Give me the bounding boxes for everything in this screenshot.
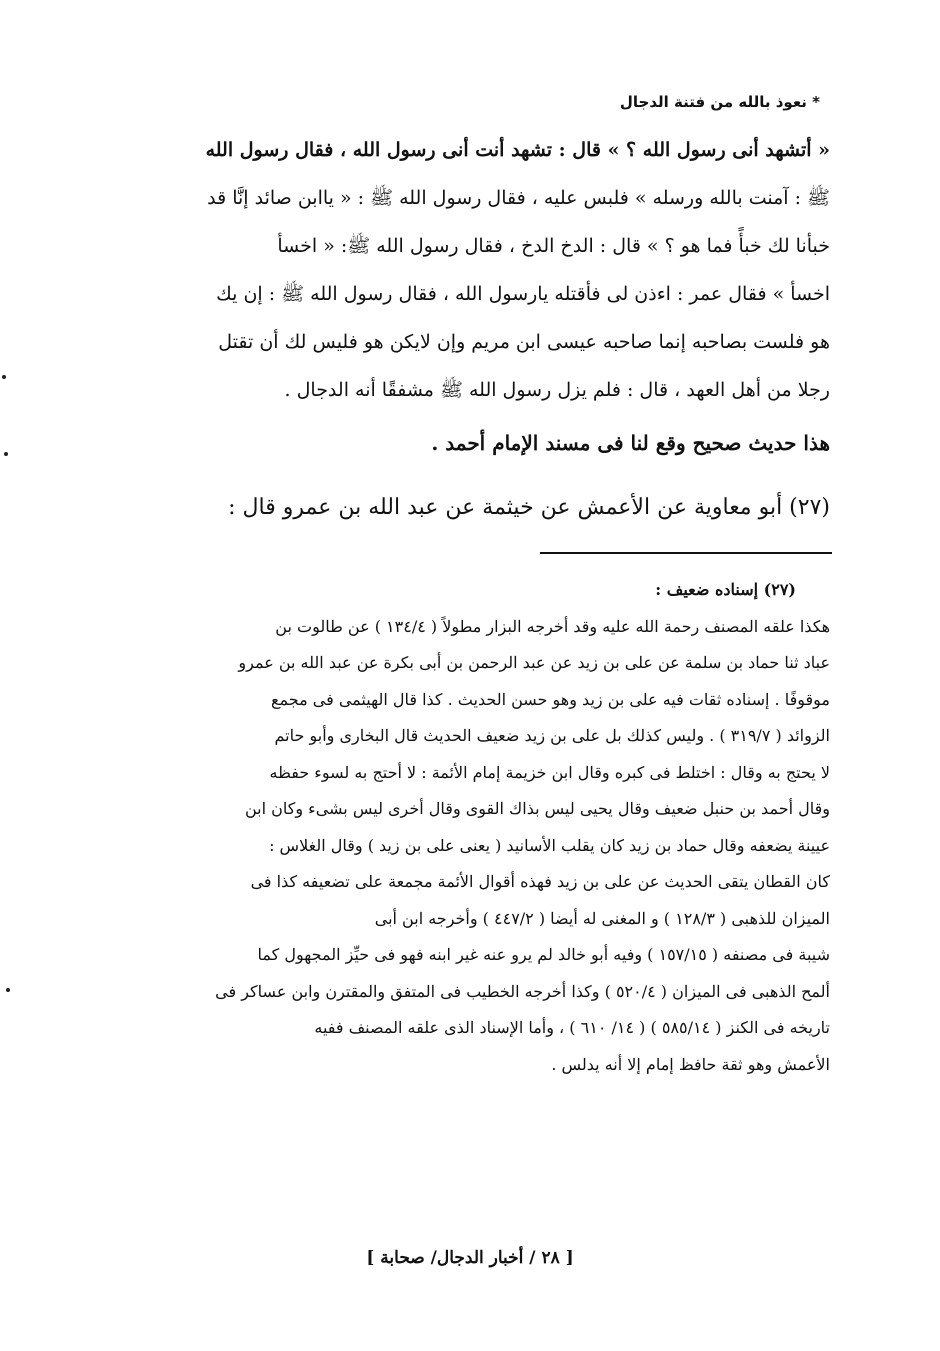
scan-speck — [2, 375, 6, 379]
running-header: * نعوذ بالله من فتنة الدجال — [619, 93, 820, 111]
hadith-text — [108, 126, 830, 414]
authenticity-statement: هذا حديث صحيح وقع لنا فى مسند الإمام أحمد . — [431, 431, 830, 455]
hadith-line: هو فلست بصاحبه إنما صاحبه عيسى ابن مريم وإن لايكن هو فليس لك أن تقتل — [218, 331, 830, 353]
footnote-line: كان القطان يتقى الحديث عن على بن زيد فهذه أقوال الأئمة مجمعة على تضعيفه كذا فى — [250, 872, 830, 891]
footnote-line: موقوفًا . إسناده ثقات فيه على بن زيد وهو حسن الحديث . كذا قال الهيثمى فى مجمع — [271, 689, 830, 709]
next-hadith-heading: (٢٧) أبو معاوية عن الأعمش عن خيثمة عن عبد الله بن عمرو قال : — [228, 495, 830, 520]
footnotes — [108, 572, 830, 1083]
footnote-line: تاريخه فى الكنز ( ٥٨٥/١٤ ) ( ١٤/ ٦١٠ ) ، وأما الإسناد الذى علقه المصنف ففيه — [314, 1018, 830, 1037]
scan-speck — [6, 988, 10, 992]
footnote-line: لا يحتج به وقال : اختلط فى كبره وقال ابن خزيمة إمام الأئمة : لا أحتج به لسوء حفظه — [269, 762, 830, 782]
footnote-line: ألمح الذهبى فى الميزان ( ٥٢٠/٤ ) وكذا أخرجه الخطيب فى المتفق والمقترن وابن عساكر فى — [215, 981, 830, 1001]
footnote-line: شيبة فى مصنفه ( ١٥٧/١٥ ) وفيه أبو خالد لم يرو عنه غير ابنه فهو فى حيِّز المجهول كما — [257, 945, 830, 964]
footnote-line: الأعمش وهو ثقة حافظ إمام إلا أنه يدلس . — [551, 1054, 830, 1074]
footnote-line: هكذا علقه المصنف رحمة الله عليه وقد أخرجه البزار مطولاً ( ١٣٤/٤ ) عن طالوت بن — [275, 616, 830, 636]
footnote-divider — [540, 552, 832, 554]
scan-speck — [4, 452, 8, 456]
footnote-line: وقال أحمد بن حنبل ضعيف وقال يحيى ليس بذاك القوى وقال أخرى ليس بشىء وكان ابن — [244, 799, 830, 818]
page-footer: [ ٢٨ / أخبار الدجال/ صحابة ] — [366, 1248, 574, 1268]
hadith-line: اخسأ » فقال عمر : اءذن لى فأقتله يارسول الله ، فقال رسول الله ﷺ : إن يك — [216, 283, 830, 305]
footnote-line: عيينة يضعفه وقال حماد بن زيد كان يقلب الأسانيد ( يعنى على بن زيد ) وقال الغلاس : — [269, 835, 830, 855]
footnote-line: عباد ثنا حماد بن سلمة عن على بن زيد عن عبد الرحمن بن أبى بكرة عن عبد الله بن عمرو — [238, 653, 830, 672]
hadith-line: خبأنا لك خبأً فما هو ؟ » قال : الدخ الدخ ، فقال رسول الله ﷺ: « اخسأ — [277, 235, 830, 257]
hadith-line: رجلا من أهل العهد ، قال : فلم يزل رسول الله ﷺ مشفقًا أنه الدجال . — [284, 379, 830, 401]
footnote-line: الزوائد ( ٣١٩/٧ ) . وليس كذلك بل على بن زيد ضعيف الحديث قال البخارى وأبو حاتم — [274, 726, 830, 745]
footnote-line: الميزان للذهبى ( ١٢٨/٣ ) و المغنى له أيضا ( ٤٤٧/٢ ) وأخرجه ابن أبى — [374, 908, 830, 928]
hadith-line: « أتشهد أنى رسول الله ؟ » قال : تشهد أنت أنى رسول الله ، فقال رسول الله — [205, 139, 830, 161]
hadith-line: ﷺ : آمنت بالله ورسله » فلبس عليه ، فقال رسول الله ﷺ : « ياابن صائد إنَّا قد — [207, 187, 830, 209]
footnote-title: (٢٧) إسناده ضعيف : — [655, 580, 796, 599]
